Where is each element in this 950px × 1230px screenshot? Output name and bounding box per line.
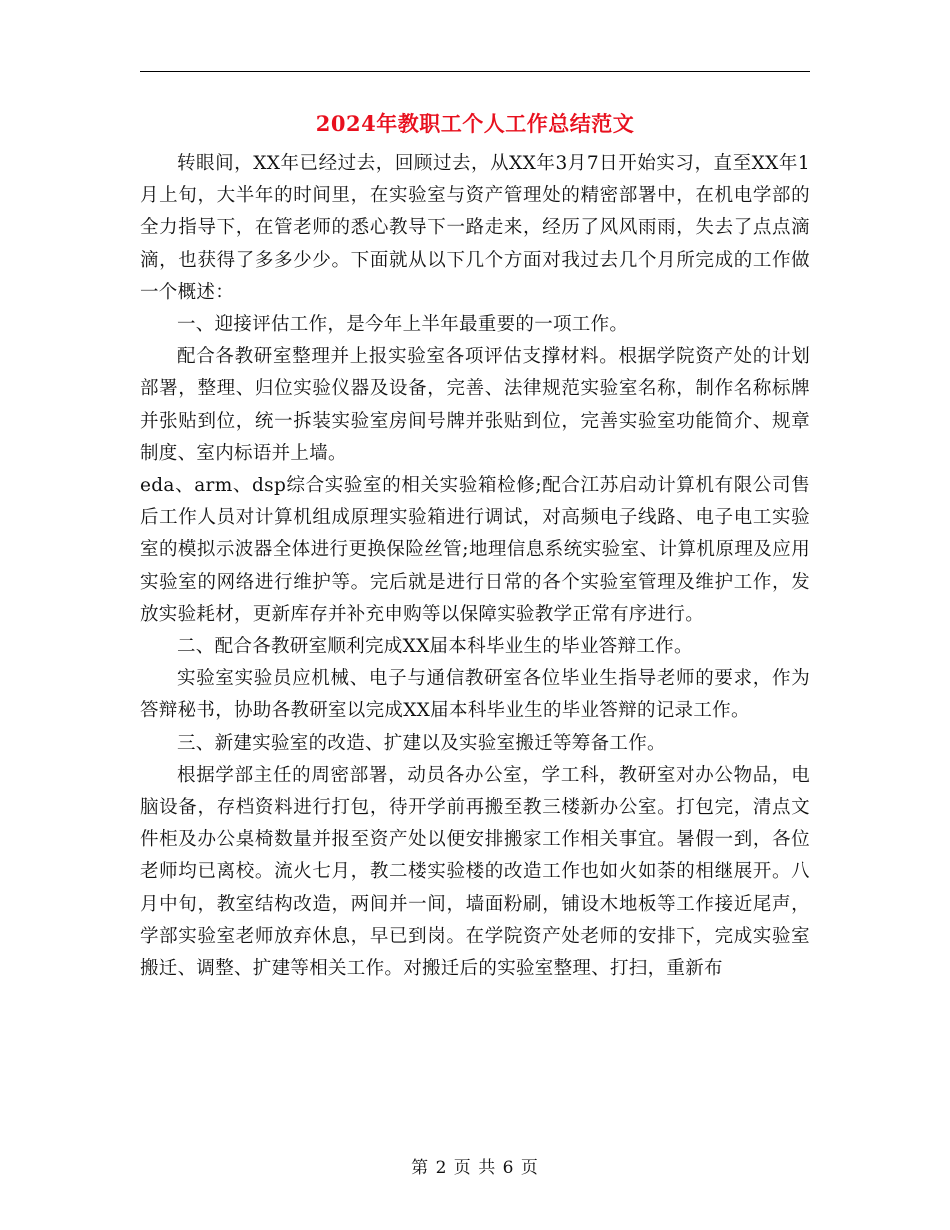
paragraph-defense: 实验室实验员应机械、电子与通信教研室各位毕业生指导老师的要求，作为答辩秘书，协助各教研室以完成XX届本科毕业生的毕业答辩的记录工作。 [140,668,810,722]
paragraph-evaluation: 配合各教研室整理并上报实验室各项评估支撑材料。根据学院资产处的计划部署，整理、归位实验仪器及设备，完善、法律规范实验室名称，制作名称标牌并张贴到位，统一拆装实验室房间号牌并张贴到位，完善实验室功能简介、规章制度、室内标语并上墙。 [140,346,810,464]
paragraph-intro: 转眼间，XX年已经过去，回顾过去，从XX年3月7日开始实习，直至XX年1月上旬，大半年的时间里，在实验室与资产管理处的精密部署中，在机电学部的全力指导下，在管老师的悉心教导下一路走来，经历了风风雨雨，失去了点点滴滴，也获得了多多少少。下面就从以下几个方面对我过去几个月所完成的工作做一个概述： [140,153,810,303]
paragraph-lab-maintenance: eda、arm、dsp综合实验室的相关实验箱检修;配合江苏启动计算机有限公司售后工作人员对计算机组成原理实验箱进行调试，对高频电子线路、电子电工实验室的模拟示波器全体进行更换保险丝管;地理信息系统实验室、计算机原理及应用实验室的网络进行维护等。完后就是进行日常的各个实验室管理及维护工作，发放实验耗材，更新库存并补充申购等以保障实验教学正常有序进行。 [140,475,810,625]
document-title: 2024年教职工个人工作总结范文 [315,111,635,136]
section-heading-defense: 二、配合各教研室顺利完成XX届本科毕业生的毕业答辩工作。 [177,636,693,658]
paragraph-relocation: 根据学部主任的周密部署，动员各办公室，学工科，教研室对办公物品，电脑设备，存档资料进行打包，待开学前再搬至教三楼新办公室。打包完，清点文件柜及办公桌椅数量并报至资产处以便安排搬家工作相关事宜。暑假一到，各位老师均已离校。流火七月，教二楼实验楼的改造工作也如火如荼的相继展开。八月中旬，教室结构改造，两间并一间，墙面粉刷，铺设木地板等工作接近尾声，学部实验室老师放弃休息，早已到岗。在学院资产处老师的安排下，完成实验室搬迁、调整、扩建等相关工作。对搬迁后的实验室整理、打扫，重新布 [140,764,810,980]
page-number: 第 2 页 共 6 页 [411,1158,539,1178]
header-rule [140,71,810,72]
section-heading-evaluation: 一、迎接评估工作，是今年上半年最重要的一项工作。 [177,314,629,336]
document-body [140,148,810,985]
section-heading-relocation: 三、新建实验室的改造、扩建以及实验室搬迁等筹备工作。 [177,732,666,754]
